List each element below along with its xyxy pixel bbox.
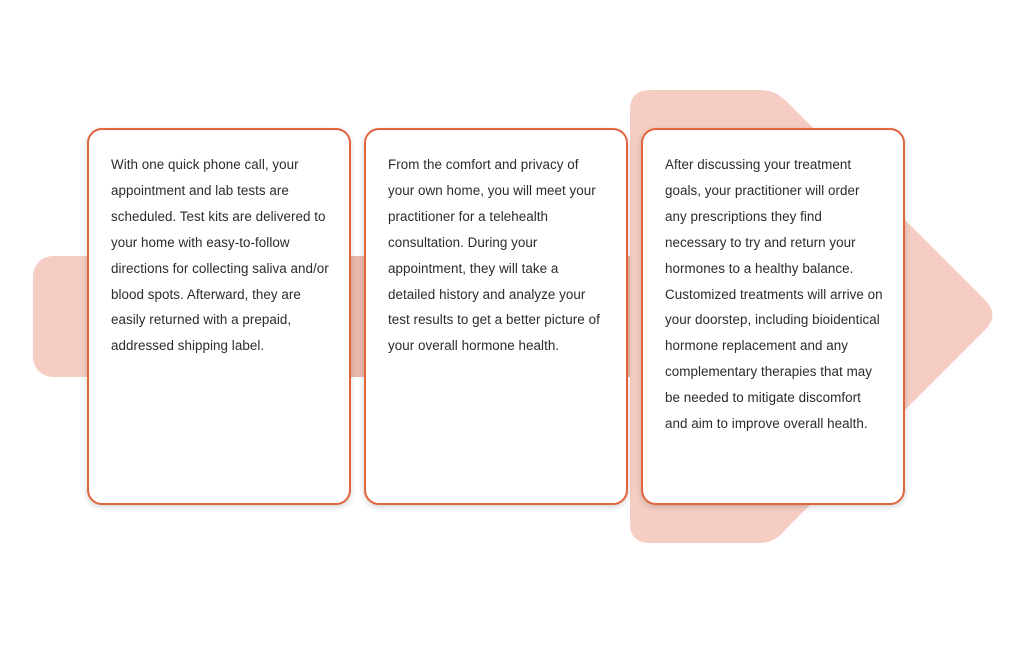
step-card-1-text: With one quick phone call, your appointment and lab tests are scheduled. Test kits are delivered to your home with easy-to-follow directions for collecting saliva and/or blood spots. Afterward, they are easily returned with a prepaid, addressed shipping label. [111, 157, 329, 354]
step-card-3 [641, 128, 905, 505]
step-card-3-text: After discussing your treatment goals, your practitioner will order any prescriptions they find necessary to try and return your hormones to a healthy balance. Customized treatments will arrive on your doorstep, including bioidentical hormone replacement and any complementary therapies that may be needed to mitigate discomfort and aim to improve overall health. [665, 157, 883, 432]
step-card-2 [364, 128, 628, 505]
step-card-1 [87, 128, 351, 505]
step-card-2-text: From the comfort and privacy of your own home, you will meet your practitioner for a telehealth consultation. During your appointment, they will take a detailed history and analyze your test results to get a better picture of your overall hormone health. [388, 157, 600, 354]
